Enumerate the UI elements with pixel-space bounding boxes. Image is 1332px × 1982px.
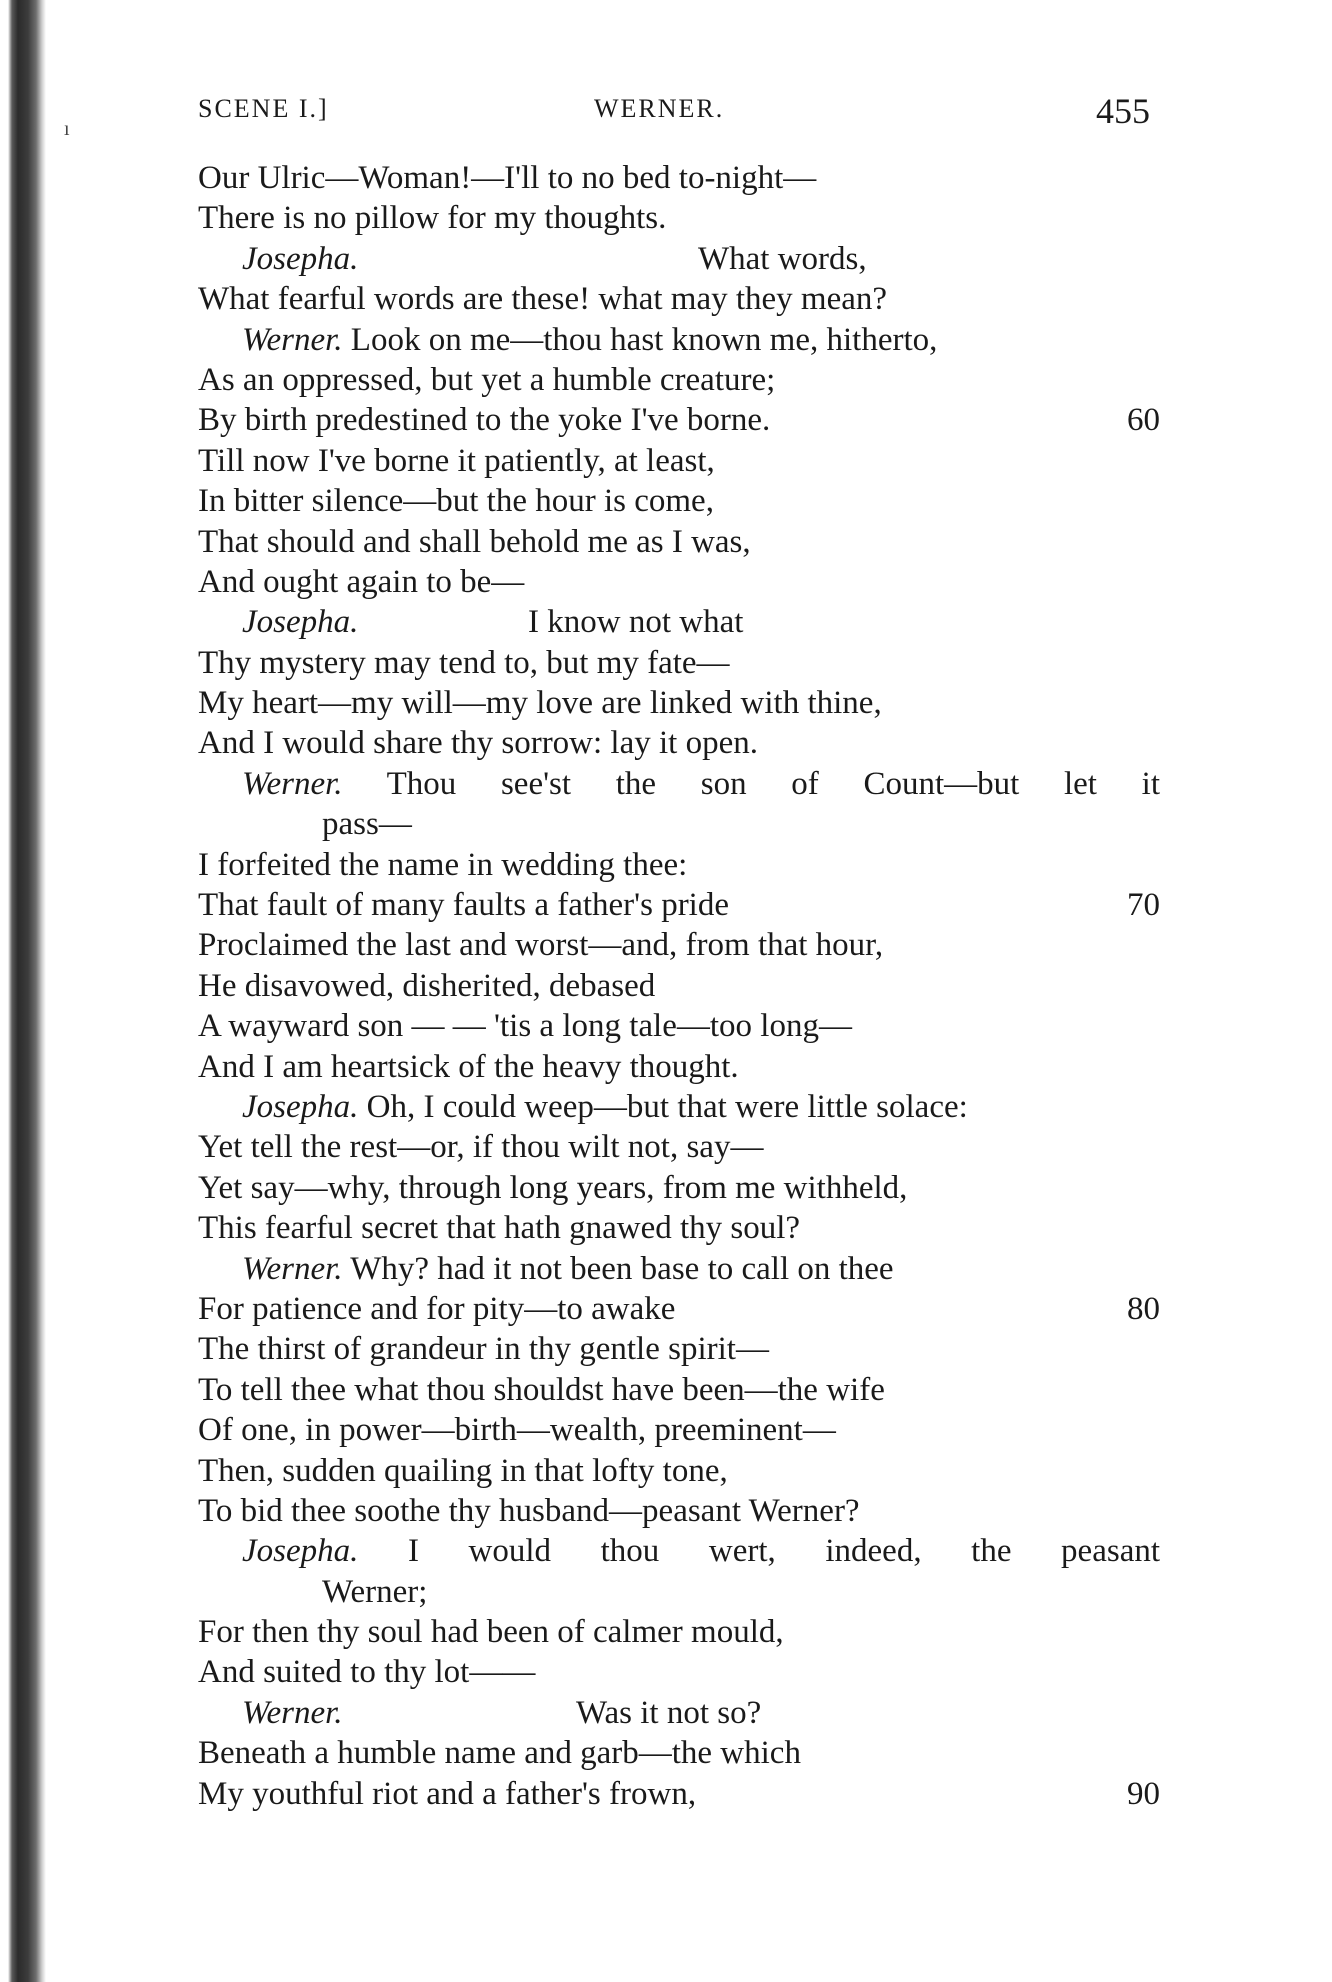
verse-line: Proclaimed the last and worst—and, from that hour, bbox=[198, 927, 884, 964]
speaker-name: Josepha. bbox=[242, 1088, 359, 1125]
verse-line: Werner. Thou see'st the son of Count—but let it bbox=[242, 765, 1160, 802]
verse-line: There is no pillow for my thoughts. bbox=[198, 200, 667, 237]
verse-line bbox=[198, 1693, 1160, 1733]
scene-label: SCENE I.] bbox=[198, 94, 329, 123]
verse-line: My youthful riot and a father's frown, 90 bbox=[198, 1775, 1160, 1812]
speaker-name: Werner. bbox=[242, 765, 343, 802]
verse-line: To tell thee what thou shouldst have been—the wife bbox=[198, 1371, 885, 1408]
line-number: 70 bbox=[1127, 887, 1160, 924]
half-line-text: I know not what bbox=[528, 604, 744, 641]
verse-line: Our Ulric—Woman!—I'll to no bed to-night— bbox=[198, 160, 817, 196]
verse-line: A wayward son — — 'tis a long tale—too long— bbox=[198, 1008, 852, 1045]
verse-line: He disavowed, disherited, debased bbox=[198, 967, 656, 1004]
half-line-text: Was it not so? bbox=[576, 1694, 762, 1731]
verse-line: To bid thee soothe thy husband—peasant Werner? bbox=[198, 1492, 860, 1529]
verse-line: Werner. Look on me—thou hast known me, hitherto, bbox=[242, 321, 938, 358]
verse-line: My heart—my will—my love are linked with thine, bbox=[198, 685, 882, 722]
verse-line: Of one, in power—birth—wealth, preeminent— bbox=[198, 1412, 836, 1449]
verse-line: Josepha. I would thou wert, indeed, the peasant bbox=[242, 1533, 1161, 1570]
line-number: 60 bbox=[1127, 402, 1160, 439]
verse-line: Thy mystery may tend to, but my fate— bbox=[198, 644, 730, 681]
speaker-name: Josepha. bbox=[242, 1533, 359, 1570]
verse-line-continuation: Werner; bbox=[322, 1573, 428, 1610]
verse-line: By birth predestined to the yoke I've borne. 60 bbox=[198, 402, 1160, 439]
verse-line: And I would share thy sorrow: lay it open. bbox=[198, 725, 758, 762]
verse-line: For then thy soul had been of calmer mould, bbox=[198, 1614, 784, 1651]
verse-line: Yet tell the rest—or, if thou wilt not, say— bbox=[198, 1129, 764, 1166]
verse-line: What fearful words are these! what may they mean? bbox=[198, 281, 888, 318]
line-number: 80 bbox=[1127, 1290, 1160, 1327]
verse-line: Then, sudden quailing in that lofty tone, bbox=[198, 1452, 728, 1489]
speaker-name: Josepha. bbox=[242, 240, 359, 277]
verse-line: As an oppressed, but yet a humble creature; bbox=[198, 361, 776, 398]
verse-line: That fault of many faults a father's pride 70 bbox=[198, 887, 1160, 924]
verse-line: In bitter silence—but the hour is come, bbox=[198, 483, 714, 520]
verse-line: That should and shall behold me as I was, bbox=[198, 523, 751, 560]
running-title: WERNER. bbox=[594, 94, 725, 123]
half-line-text: What words, bbox=[698, 240, 867, 277]
verse-line: Josepha. Oh, I could weep—but that were little solace: bbox=[242, 1088, 968, 1125]
speaker-name: Werner. bbox=[242, 1250, 343, 1287]
verse-line: And suited to thy lot—— bbox=[198, 1654, 536, 1691]
page-number: 455 bbox=[1096, 91, 1150, 131]
speaker-name: Werner. bbox=[242, 1694, 343, 1731]
verse-line: And I am heartsick of the heavy thought. bbox=[198, 1048, 739, 1085]
verse-line: And ought again to be— bbox=[198, 563, 525, 600]
speaker-name: Werner. bbox=[242, 321, 343, 358]
verse-line: I forfeited the name in wedding thee: bbox=[198, 846, 688, 883]
verse-line: For patience and for pity—to awake 80 bbox=[198, 1290, 1160, 1327]
margin-mark: ı bbox=[64, 118, 70, 140]
verse-line: The thirst of grandeur in thy gentle spirit— bbox=[198, 1331, 769, 1368]
verse-line: This fearful secret that hath gnawed thy soul? bbox=[198, 1210, 801, 1247]
book-binding-edge bbox=[0, 0, 46, 1982]
verse-line bbox=[198, 602, 1160, 642]
running-header bbox=[198, 91, 1150, 134]
verse-line: Till now I've borne it patiently, at least, bbox=[198, 442, 715, 479]
verse-line: Yet say—why, through long years, from me withheld, bbox=[198, 1169, 908, 1206]
verse-line bbox=[198, 239, 1160, 279]
verse-line-continuation: pass— bbox=[322, 806, 412, 843]
verse-line: Beneath a humble name and garb—the which bbox=[198, 1735, 801, 1772]
line-number: 90 bbox=[1127, 1775, 1160, 1812]
speaker-name: Josepha. bbox=[242, 604, 359, 641]
verse-line: Werner. Why? had it not been base to call on thee bbox=[242, 1250, 894, 1287]
verse-text bbox=[198, 158, 1160, 1814]
